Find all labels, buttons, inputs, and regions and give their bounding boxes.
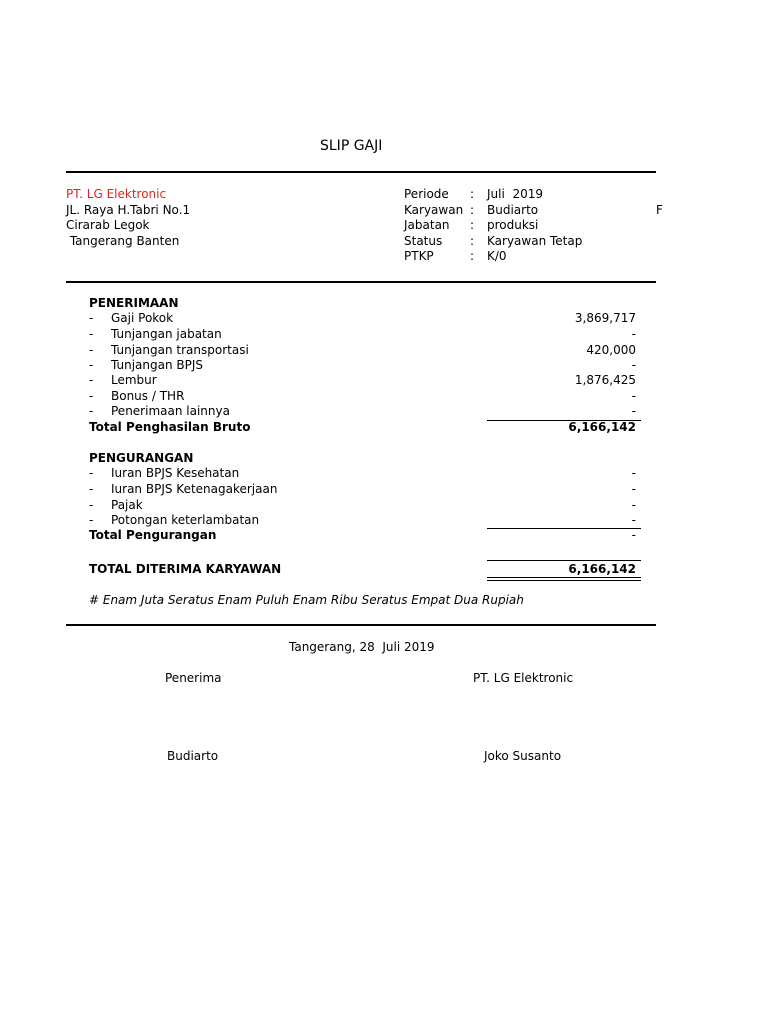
item-value: 1,876,425 — [574, 373, 636, 387]
signature-left-role: Penerima — [165, 671, 222, 685]
item-label: Tunjangan jabatan — [111, 327, 222, 341]
item-dash: - — [89, 358, 94, 372]
info-value-ptkp: K/0 — [487, 249, 507, 263]
total-bruto-value: 6,166,142 — [568, 420, 636, 434]
info-value-jabatan: produksi — [487, 218, 539, 232]
item-label: Iuran BPJS Ketenagakerjaan — [111, 482, 278, 496]
info-sep: : — [470, 203, 475, 217]
signature-right-role: PT. LG Elektronic — [473, 671, 574, 685]
company-name: PT. LG Elektronic — [66, 187, 167, 201]
grand-total-value: 6,166,142 — [568, 562, 636, 576]
item-label: Pajak — [111, 498, 143, 512]
grand-total-label: TOTAL DITERIMA KARYAWAN — [89, 562, 282, 576]
item-label: Lembur — [111, 373, 157, 387]
item-value: - — [631, 498, 636, 512]
info-sep: : — [470, 234, 475, 248]
item-value: - — [631, 327, 636, 341]
place-date: Tangerang, 28 Juli 2019 — [289, 640, 435, 654]
total-bruto-label: Total Penghasilan Bruto — [89, 420, 251, 434]
signature-left-name: Budiarto — [167, 749, 219, 763]
item-value: 420,000 — [586, 343, 636, 357]
item-label: Iuran BPJS Kesehatan — [111, 466, 240, 480]
total-pengurangan-label: Total Pengurangan — [89, 528, 217, 542]
item-dash: - — [89, 466, 94, 480]
section-heading: PENGURANGAN — [89, 451, 194, 465]
item-value: - — [631, 513, 636, 527]
grand-total-bottom-rule — [487, 577, 641, 578]
section-heading: PENERIMAAN — [89, 296, 179, 310]
item-value: - — [631, 358, 636, 372]
item-dash: - — [89, 373, 94, 387]
item-dash: - — [89, 389, 94, 403]
item-dash: - — [89, 404, 94, 418]
item-value: - — [631, 482, 636, 496]
page-title: SLIP GAJI — [320, 138, 383, 154]
item-value: - — [631, 466, 636, 480]
header-divider — [66, 171, 656, 173]
company-address-line-1: JL. Raya H.Tabri No.1 — [66, 203, 191, 217]
amount-in-words: # Enam Juta Seratus Enam Puluh Enam Ribu Seratus Empat Dua Rupiah — [89, 593, 524, 607]
info-divider — [66, 281, 656, 283]
info-label-jabatan: Jabatan — [404, 218, 450, 232]
info-value-periode: Juli 2019 — [487, 187, 543, 201]
item-dash: - — [89, 498, 94, 512]
info-sep: : — [470, 249, 475, 263]
item-label: Bonus / THR — [111, 389, 185, 403]
info-label-karyawan: Karyawan — [404, 203, 464, 217]
item-value: 3,869,717 — [574, 311, 636, 325]
item-dash: - — [89, 343, 94, 357]
item-value: - — [631, 389, 636, 403]
item-label: Tunjangan transportasi — [111, 343, 249, 357]
item-dash: - — [89, 513, 94, 527]
grand-total-top-rule — [487, 560, 641, 561]
total-pengurangan-value: - — [631, 528, 636, 542]
item-label: Gaji Pokok — [111, 311, 174, 325]
info-label-status: Status — [404, 234, 443, 248]
company-address-line-2: Cirarab Legok — [66, 218, 150, 232]
signature-right-name: Joko Susanto — [484, 749, 562, 763]
info-label-ptkp: PTKP — [404, 249, 434, 263]
item-label: Tunjangan BPJS — [111, 358, 204, 372]
item-label: Penerimaan lainnya — [111, 404, 230, 418]
item-label: Potongan keterlambatan — [111, 513, 260, 527]
info-value-karyawan: Budiarto — [487, 203, 539, 217]
info-sep: : — [470, 218, 475, 232]
grand-total-bottom-rule-2 — [487, 580, 641, 581]
item-dash: - — [89, 327, 94, 341]
footer-divider — [66, 624, 656, 626]
info-sep: : — [470, 187, 475, 201]
company-address-line-3: Tangerang Banten — [66, 234, 180, 248]
info-value-status: Karyawan Tetap — [487, 234, 583, 248]
edge-letter: F — [656, 203, 663, 217]
item-dash: - — [89, 482, 94, 496]
info-label-periode: Periode — [404, 187, 449, 201]
item-dash: - — [89, 311, 94, 325]
item-value: - — [631, 404, 636, 418]
